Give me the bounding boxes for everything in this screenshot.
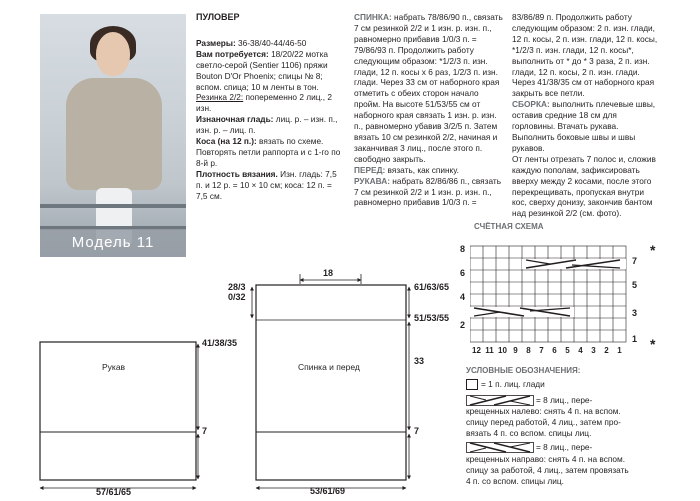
legend-item-knit: = 1 п. лиц. глади: [466, 378, 666, 390]
star-marker-bottom: *: [650, 336, 656, 352]
assembly-paragraph: СБОРКА: выполнить плечевые швы, оставив средние 18 см для горловины. Втачать рукава. Выполнить боковые швы и швы рукавов.: [512, 99, 656, 153]
sleeve-cont-paragraph: 83/86/89 п. Продолжить работу следующим образом: 2 п. изн. глади, 12 п. косы, 2 п. изн. глади, 12 п. косы, *1/2/3 п. изн. глади, 12 п. косы*, выполнить от * до * 3 раза, 2 п. изн. глади, 12 п. косы, 2 п. изн. глади. Через 41/38/35 см от наборного края закрыть все петли.: [512, 12, 658, 99]
materials-paragraph: Вам потребуется: 18/20/22 мотка светло-серой (Sentier 1106) пряжи Bouton D'Or Phoenix; спицы № 8; вспом. спица; 10 м ленты в тон.: [196, 48, 329, 92]
cable-cross-row-3: [470, 307, 574, 317]
model-photo: [40, 14, 186, 257]
chart-title: СЧЁТНАЯ СХЕМА: [474, 222, 544, 231]
row-label-4: 4: [460, 292, 466, 302]
total-height-label: 61/63/65: [414, 282, 450, 292]
purl-paragraph: Изнаночная гладь: лиц. р. – изн. п., изн. р. – лиц. п.: [196, 114, 338, 136]
side-height-label: 33: [414, 356, 425, 366]
back-paragraph: СПИНКА: набрать 78/86/90 п., связать 7 см резинкой 2/2 и 1 изн. р. изн. п., равномерно прибавив 1/0/3 п. = 79/86/93 п. Продолжить работу следующим образом: *1/2/3 п. изн. глади, 12 п. косы х 6 раз, 1/2/3 п. изн. глади. Через 33 см от наборного края отметить с обеих сторон начало пройм. На высоте 51/53/55 см от наборного края связать 1 изн. р. изн. п., равномерно убавив 3/2/5 п. Затем вязать 10 см резинкой 2/2, начиная и заканчивая 3 лиц., после этого п. свободно закрыть.: [354, 12, 503, 164]
model-caption: Модель 11: [40, 229, 186, 257]
body-label: Спинка и перед: [298, 362, 360, 372]
ribbon-paragraph: От ленты отрезать 7 полос и, сложив каждую пополам, зафиксировать вверху между 2 косами, после этого перекрещивать, пропуская внутри кос, сверху донизу, закончив бантом над резинкой 2/2 (см. фото).: [512, 153, 656, 219]
right-cross-icon: [466, 442, 534, 453]
row-label-5: 5: [632, 280, 638, 290]
sizes-paragraph: Размеры: 36-38/40-44/46-50: [196, 37, 307, 48]
column-2: [354, 12, 504, 208]
rib-paragraph: Резинка 2/2: попеременно 2 лиц., 2 изн.: [196, 92, 333, 114]
sleeve-paragraph: РУКАВА: набрать 82/86/86 п., связать 7 см резинкой 2/2 и 1 изн. р. изн. п., равномерно прибавив 1/0/3 п. =: [354, 175, 502, 208]
front-paragraph: ПЕРЕД: вязать, как спинку.: [354, 164, 459, 175]
row-label-8: 8: [460, 244, 466, 254]
neck-width-label: 18: [323, 268, 334, 278]
column-1: [196, 12, 342, 202]
body-schematic: [252, 274, 409, 488]
sleeve-height-label: 41/38/35: [202, 338, 238, 348]
knit-stitch-icon: [466, 379, 478, 390]
title: ПУЛОВЕР: [196, 12, 240, 22]
shoulder-height-label: 28/30/32: [228, 282, 246, 302]
knitting-chart: [470, 238, 670, 358]
armhole-height-label: 51/53/55: [414, 313, 450, 323]
cable-paragraph: Коса (на 12 п.): вязать по схеме. Повторять петли раппорта и с 1-го по 8-й р.: [196, 136, 341, 168]
row-label-2: 2: [460, 320, 466, 330]
row-label-6: 6: [460, 268, 466, 278]
legend-item-right-cross: = 8 лиц., пере-: [466, 442, 666, 454]
column-numbers: 12 11 10 9 8 7 6 5 4 3 2 1: [472, 346, 622, 355]
row-label-3: 3: [632, 308, 638, 318]
left-cross-icon: [466, 395, 534, 406]
cable-cross-row-7: [522, 259, 626, 269]
body-width-label: 53/61/69: [310, 486, 346, 496]
legend-item-left-cross: = 8 лиц., пере-: [466, 394, 666, 406]
column-3: [512, 12, 660, 219]
body-cuff-label: 7: [414, 426, 420, 436]
gauge-paragraph: Плотность вязания. Изн. гладь: 7,5 п. и 12 р. = 10 × 10 см; коса: 12 п. = 7,5 см.: [196, 168, 337, 201]
row-label-7: 7: [632, 256, 638, 266]
star-marker-top: *: [650, 242, 656, 258]
row-label-1: 1: [632, 334, 638, 344]
legend: = 1 п. лиц. глади = 8 лиц., пере- крещенных налево: снять 4 п. на вспом. спицу перед работой, 4 лиц., затем про- вязать 4 п. со вспом. спицы лиц. = 8 лиц., пере- крещенных направо: снять 4 п. на вспом. спицу за работой, 4 лиц., затем провязать 4 п. со вспом. спицы лиц.: [466, 378, 666, 486]
sleeve-cuff-label: 7: [202, 426, 208, 436]
legend-title: УСЛОВНЫЕ ОБОЗНАЧЕНИЯ:: [466, 366, 581, 375]
sleeve-label: Рукав: [102, 362, 126, 372]
